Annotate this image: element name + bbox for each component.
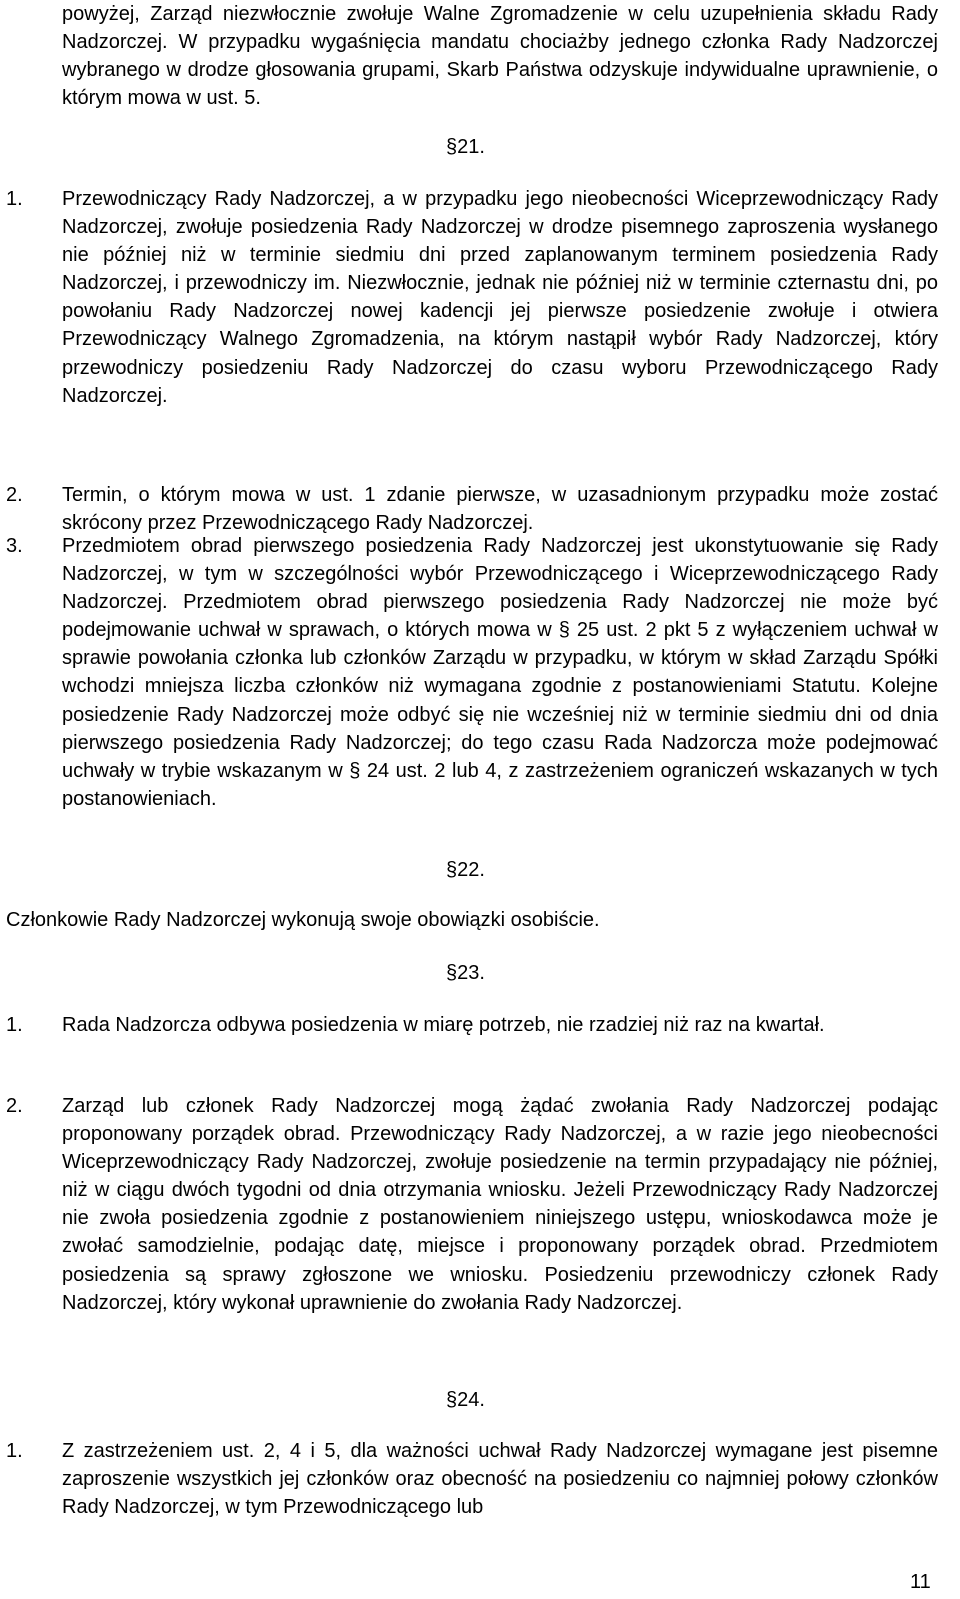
item-text: Przewodniczący Rady Nadzorczej, a w przypadku jego nieobecności Wiceprzewodniczący Rady Nadzorczej, zwołuje posiedzenia Rady Nadzorczej w drodze pisemnego zaproszenia wysłanego nie później niż w terminie siedmiu dni przed zaplanowanym terminem posiedzenia Rady Nadzorczej, i przewodniczy im. Niezwłocznie, jednak nie później niż w terminie czternastu dni, po powołaniu Rady Nadzorczej nowej kadencji jej pierwsze posiedzenie zwołuje i otwiera Przewodniczący Walnego Zgromadzenia, na którym nastąpił wybór Rady Nadzorczej, który przewodniczy posiedzeniu Rady Nadzorczej do czasu wyboru Przewodniczącego Rady Nadzorczej.: [62, 188, 938, 407]
s23-item-2: [6, 1092, 938, 1317]
item-number: 2.: [6, 484, 23, 506]
item-number: 1.: [6, 188, 23, 210]
item-text: Z zastrzeżeniem ust. 2, 4 i 5, dla ważności uchwał Rady Nadzorczej wymagane jest pisemne zaproszenie wszystkich jej członków oraz obecność na posiedzeniu co najmniej połowy członków Rady Nadzorczej, w tym Przewodniczącego lub: [62, 1440, 938, 1519]
s21-item-3: [6, 532, 938, 813]
item-text: Zarząd lub członek Rady Nadzorczej mogą żądać zwołania Rady Nadzorczej podając proponowany porządek obrad. Przewodniczący Rady Nadzorczej, a w razie jego nieobecności Wiceprzewodniczący Rady Nadzorczej, zwołuje posiedzenie na termin przypadający nie później, niż w ciągu dwóch tygodni od dnia otrzymania wniosku. Jeżeli Przewodniczący Rady Nadzorczej nie zwoła posiedzenia zgodnie z postanowieniem niniejszego ustępu, wnioskodawca może je zwołać samodzielnie, podając datę, miejsce i proponowany porządek obrad. Przedmiotem posiedzenia są sprawy zgłoszone we wniosku. Posiedzeniu przewodniczy członek Rady Nadzorczej, który wykonał uprawnienie do zwołania Rady Nadzorczej.: [62, 1095, 938, 1314]
page-number: 11: [910, 1571, 931, 1593]
s23-item-1: [6, 1011, 938, 1039]
item-text: Przedmiotem obrad pierwszego posiedzenia Rady Nadzorczej jest ukonstytuowanie się Rady Nadzorczej, w tym w szczególności wybór Przewodniczącego i Wiceprzewodniczącego Rady Nadzorczej. Przedmiotem obrad pierwszego posiedzenia Rady Nadzorczej nie może być podejmowanie uchwał w sprawach, o których mowa w § 25 ust. 2 pkt 5 z wyłączeniem uchwał w sprawie powołania członka lub członków Zarządu w przypadku, w którym w skład Zarządu Spółki wchodzi mniejsza liczba członków niż wymagana zgodnie z postanowieniami Statutu. Kolejne posiedzenie Rady Nadzorczej może odbyć się nie wcześniej niż w terminie siedmiu dni od dnia pierwszego posiedzenia Rady Nadzorczej; do tego czasu Rada Nadzorcza może podejmować uchwały w trybie wskazanym w § 24 ust. 2 lub 4, z zastrzeżeniem ograniczeń wskazanych w tych postanowieniach.: [62, 535, 938, 810]
s21-item-1: [6, 185, 938, 410]
section-heading-22: §22.: [446, 859, 485, 881]
section-heading-23: §23.: [446, 962, 485, 984]
item-number: 1.: [6, 1014, 23, 1036]
section-heading-21: §21.: [446, 136, 485, 158]
item-number: 3.: [6, 535, 23, 557]
item-number: 1.: [6, 1440, 23, 1462]
item-text: Rada Nadzorcza odbywa posiedzenia w miarę potrzeb, nie rzadziej niż raz na kwartał.: [62, 1014, 825, 1036]
item-text: Termin, o którym mowa w ust. 1 zdanie pierwsze, w uzasadnionym przypadku może zostać skrócony przez Przewodniczącego Rady Nadzorczej.: [62, 484, 938, 535]
s22-paragraph: Członkowie Rady Nadzorczej wykonują swoje obowiązki osobiście.: [6, 909, 600, 931]
item-number: 2.: [6, 1095, 23, 1117]
intro-paragraph: powyżej, Zarząd niezwłocznie zwołuje Walne Zgromadzenie w celu uzupełnienia składu Rady Nadzorczej. W przypadku wygaśnięcia mandatu chociażby jednego członka Rady Nadzorczej wybranego w drodze głosowania grupami, Skarb Państwa odzyskuje indywidualne uprawnienie, o którym mowa w ust. 5.: [62, 3, 938, 110]
section-heading-24: §24.: [446, 1389, 485, 1411]
s21-item-2: [6, 481, 938, 537]
s24-item-1: [6, 1437, 938, 1521]
